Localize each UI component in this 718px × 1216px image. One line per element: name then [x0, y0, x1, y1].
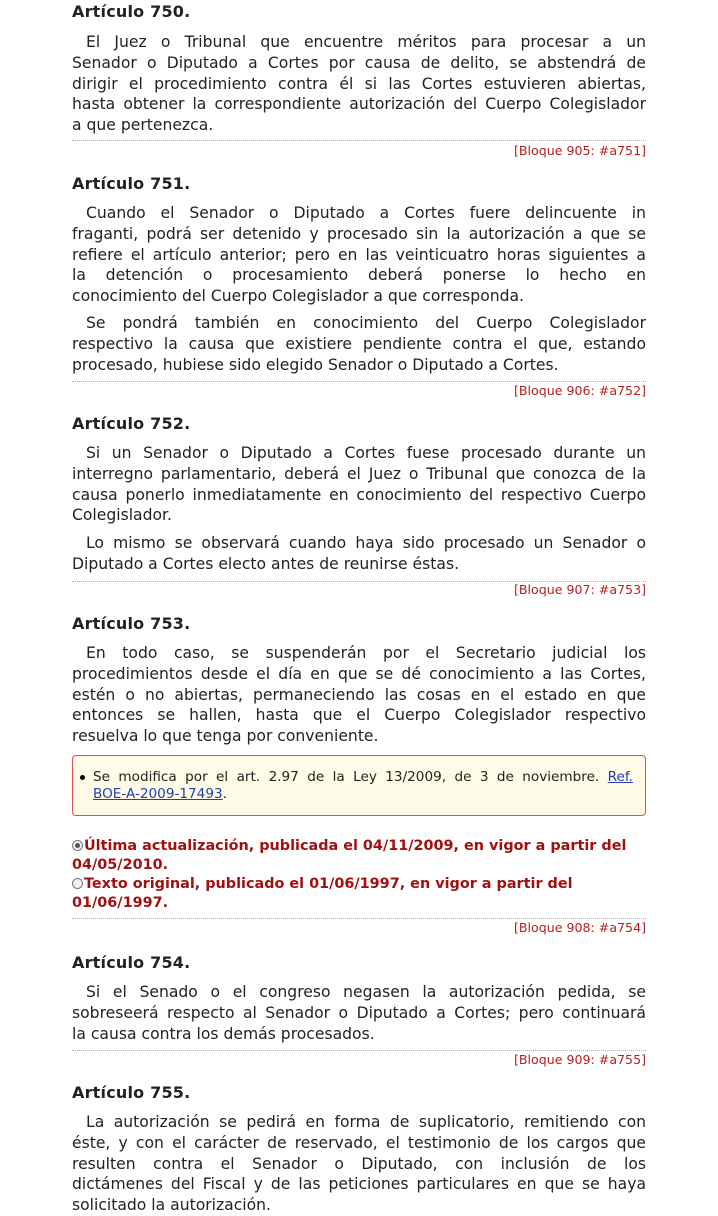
- bloque-link[interactable]: [Bloque 906: #a752]: [514, 383, 646, 398]
- paragraph-line: resulten contra el Senador o Diputado, con inclusión de los: [72, 1154, 646, 1173]
- article-title: Artículo 753.: [72, 614, 191, 633]
- bloque-link[interactable]: [Bloque 908: #a754]: [514, 920, 646, 935]
- paragraph-line: procesado, hubiese sido elegido Senador o Diputado a Cortes.: [72, 355, 559, 374]
- paragraph-line: hasta obtener la correspondiente autorización del Cuerpo Colegislador: [72, 95, 646, 114]
- divider: [72, 140, 646, 141]
- article-title: Artículo 754.: [72, 953, 191, 972]
- paragraph-line: la detención o procesamiento deberá ponerse lo hecho en: [72, 266, 646, 285]
- article-title: Artículo 752.: [72, 414, 191, 433]
- version-option[interactable]: [72, 837, 646, 875]
- paragraph-line: causa ponerlo inmediatamente en conocimiento del respectivo Cuerpo: [72, 485, 646, 504]
- paragraph-line: Se pondrá también en conocimiento del Cuerpo Colegislador: [86, 314, 646, 332]
- paragraph-line: éste, y con el carácter de reservado, el testimonio de los cargos que: [72, 1133, 646, 1152]
- paragraph-line: interregno parlamentario, deberá el Juez o Tribunal que conozca de la: [72, 464, 646, 483]
- paragraph-line: Lo mismo se observará cuando haya sido procesado un Senador o: [86, 534, 646, 552]
- article-paragraph: [72, 1112, 646, 1216]
- note-text: Se modifica por el art. 2.97 de la Ley 13/2009, de 3 de noviembre.: [93, 769, 600, 785]
- note-trailing: .: [222, 786, 227, 802]
- article-paragraph: [72, 643, 646, 747]
- divider: [72, 918, 646, 919]
- radio-icon[interactable]: [72, 878, 83, 889]
- paragraph-line: a que pertenezca.: [72, 116, 214, 135]
- article-paragraph: [72, 313, 646, 375]
- article-paragraph: [72, 32, 646, 136]
- paragraph-line: sobreseerá respecto al Senador o Diputado a Cortes; pero continuará: [72, 1003, 646, 1022]
- paragraph-line: refiere el artículo anterior; pero en las veinticuatro horas siguientes a: [72, 245, 646, 264]
- bloque-link[interactable]: [Bloque 907: #a753]: [514, 582, 646, 597]
- paragraph-line: fraganti, podrá ser detenido y procesado sin la autorización a que se: [72, 224, 646, 243]
- note-line: [93, 786, 633, 803]
- article-paragraph: [72, 443, 646, 526]
- version-text: Texto original, publicado el 01/06/1997, en vigor a partir del: [84, 876, 573, 892]
- version-option[interactable]: [72, 875, 646, 913]
- paragraph-line: respectivo la causa que existiere pendiente contra el que, estando: [72, 334, 646, 353]
- ref-link[interactable]: Ref.: [607, 769, 633, 785]
- paragraph-line: dirigir el procedimiento contra él si las Cortes estuvieren abiertas,: [72, 74, 646, 93]
- version-line: [72, 875, 646, 894]
- paragraph-line: Senador o Diputado a Cortes por causa de delito, se abstendrá de: [72, 53, 646, 72]
- paragraph-line: Colegislador.: [72, 506, 172, 525]
- version-line: 04/05/2010.: [72, 857, 169, 873]
- paragraph-line: Diputado a Cortes electo antes de reunirse éstas.: [72, 554, 460, 573]
- divider: [72, 1050, 646, 1051]
- paragraph-line: Si el Senado o el congreso negasen la autorización pedida, se: [86, 983, 646, 1001]
- article-title: Artículo 750.: [72, 2, 191, 21]
- paragraph-line: Cuando el Senador o Diputado a Cortes fuere delincuente in: [86, 204, 646, 222]
- ref-code-link[interactable]: BOE-A-2009-17493: [93, 786, 223, 802]
- paragraph-line: conocimiento del Cuerpo Colegislador a que corresponda.: [72, 287, 525, 306]
- modification-note: [72, 755, 646, 816]
- bloque-link[interactable]: [Bloque 909: #a755]: [514, 1052, 646, 1067]
- paragraph-line: dictámenes del Fiscal y de las peticiones particulares en que se haya: [72, 1175, 646, 1194]
- article-paragraph: [72, 533, 646, 575]
- paragraph-line: procedimientos desde el día en que se dé conocimiento a las Cortes,: [72, 664, 646, 683]
- version-line: 01/06/1997.: [72, 895, 169, 911]
- version-text: Última actualización, publicada el 04/11/2009, en vigor a partir del: [84, 838, 627, 854]
- radio-icon[interactable]: [72, 840, 83, 851]
- paragraph-line: En todo caso, se suspenderán por el Secretario judicial los: [86, 644, 646, 662]
- article-title: Artículo 755.: [72, 1083, 191, 1102]
- bloque-link[interactable]: [Bloque 905: #a751]: [514, 143, 646, 158]
- paragraph-line: la causa contra los demás procesados.: [72, 1024, 375, 1043]
- paragraph-line: entonces se hallen, hasta que el Cuerpo Colegislador respectivo: [72, 706, 646, 725]
- article-paragraph: [72, 982, 646, 1044]
- paragraph-line: estén o no abiertas, permaneciendo las cosas en el estado en que: [72, 685, 646, 704]
- paragraph-line: resuelva lo que tenga por conveniente.: [72, 727, 379, 746]
- article-paragraph: [72, 203, 646, 307]
- paragraph-line: El Juez o Tribunal que encuentre méritos para procesar a un: [86, 33, 646, 51]
- paragraph-line: Si un Senador o Diputado a Cortes fuese procesado durante un: [86, 444, 646, 462]
- note-line: [93, 769, 633, 786]
- version-line: [72, 837, 646, 856]
- article-title: Artículo 751.: [72, 174, 191, 193]
- paragraph-line: solicitado la autorización.: [72, 1196, 272, 1215]
- bullet-icon: [80, 775, 85, 780]
- paragraph-line: La autorización se pedirá en forma de suplicatorio, remitiendo con: [86, 1113, 646, 1131]
- divider: [72, 381, 646, 382]
